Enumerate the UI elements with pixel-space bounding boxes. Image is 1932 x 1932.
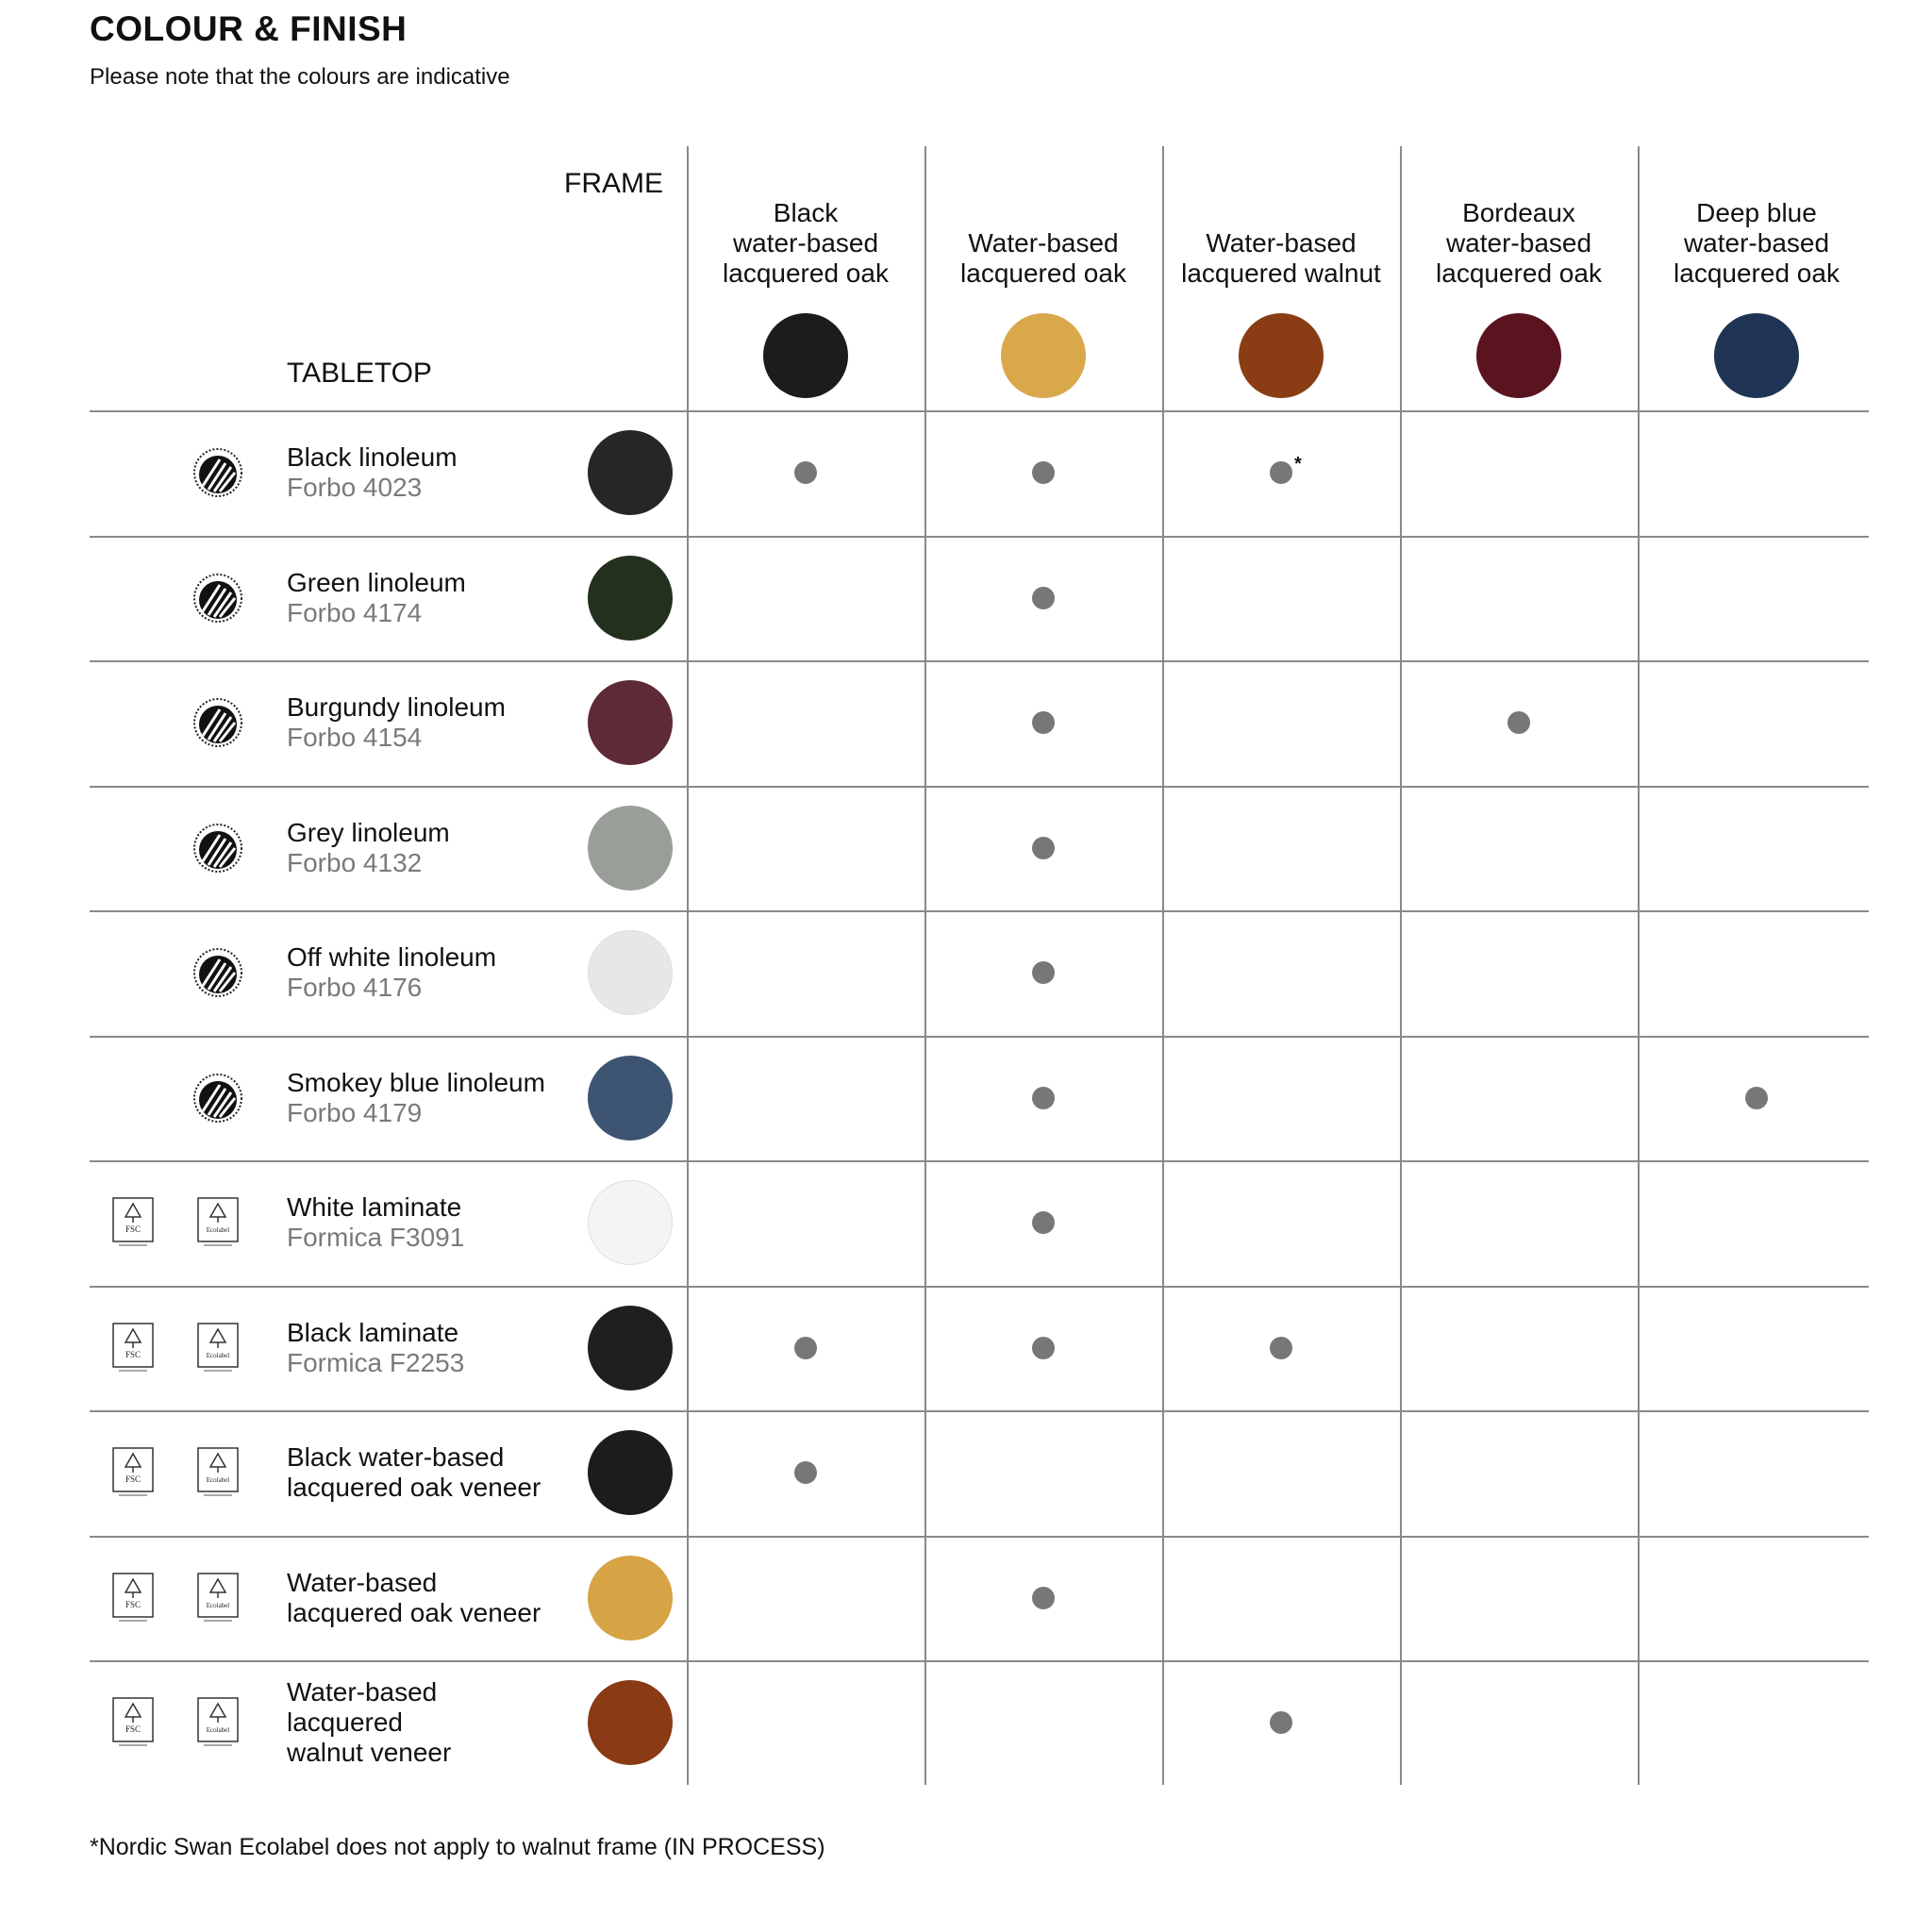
tabletop-name-line: Grey linoleum	[287, 817, 450, 847]
frame-header-5	[1639, 198, 1874, 289]
frame-header-line: lacquered oak	[1674, 258, 1840, 288]
row-divider	[90, 1660, 1869, 1662]
tabletop-swatch	[588, 930, 673, 1015]
page-title: COLOUR & FINISH	[90, 9, 408, 48]
frame-swatch-1	[763, 313, 848, 398]
row-divider	[90, 1036, 1869, 1038]
tabletop-name	[287, 1442, 541, 1503]
tabletop-code: Forbo 4023	[287, 473, 423, 503]
frame-axis-label: FRAME	[564, 168, 663, 199]
tabletop-name-line: Off white linoleum	[287, 942, 497, 973]
frame-header-line: lacquered oak	[960, 258, 1126, 288]
footnote: *Nordic Swan Ecolabel does not apply to walnut frame (IN PROCESS)	[90, 1834, 825, 1860]
svg-text:FSC: FSC	[125, 1224, 142, 1235]
fsc-icon	[111, 1322, 155, 1374]
availability-dot	[1032, 1337, 1055, 1359]
svg-text:FSC: FSC	[125, 1724, 142, 1735]
eu-ecolabel-icon	[196, 1446, 240, 1499]
fsc-icon	[111, 1572, 155, 1624]
nordic-swan-ecolabel-icon	[192, 822, 244, 874]
availability-dot	[1270, 1711, 1292, 1734]
availability-dot	[794, 461, 817, 484]
frame-header-4	[1401, 198, 1637, 289]
availability-dot	[1032, 461, 1055, 484]
availability-dot	[1032, 711, 1055, 734]
availability-dot	[1032, 587, 1055, 609]
row-divider	[90, 786, 1869, 788]
row-divider	[90, 536, 1869, 538]
availability-dot	[1745, 1087, 1768, 1109]
eu-ecolabel-icon	[196, 1572, 240, 1624]
column-divider	[1638, 146, 1640, 1785]
tabletop-name-line: Green linoleum	[287, 567, 466, 597]
row-divider	[90, 1286, 1869, 1288]
availability-dot	[1032, 1211, 1055, 1234]
availability-dot	[794, 1337, 817, 1359]
tabletop-name-line: lacquered oak veneer	[287, 1473, 541, 1503]
availability-dot	[1032, 1587, 1055, 1609]
svg-text:Ecolabel: Ecolabel	[206, 1226, 230, 1235]
tabletop-swatch	[588, 680, 673, 765]
row-divider	[90, 1410, 1869, 1412]
tabletop-swatch	[588, 1306, 673, 1391]
fsc-icon	[111, 1196, 155, 1249]
tabletop-name	[287, 1318, 464, 1378]
tabletop-swatch	[588, 430, 673, 515]
tabletop-swatch	[588, 806, 673, 891]
frame-header-line: water-based	[1683, 228, 1830, 258]
tabletop-code: Forbo 4174	[287, 597, 423, 627]
tabletop-name	[287, 1568, 541, 1628]
tabletop-name-line: walnut veneer	[287, 1738, 452, 1768]
tabletop-code: Forbo 4176	[287, 973, 423, 1003]
frame-header-line: lacquered walnut	[1181, 258, 1381, 288]
availability-dot	[1270, 1337, 1292, 1359]
nordic-swan-ecolabel-icon	[192, 446, 244, 499]
svg-text:FSC: FSC	[125, 1599, 142, 1609]
availability-dot	[794, 1461, 817, 1484]
availability-dot	[1032, 961, 1055, 984]
frame-header-line: Bordeaux	[1462, 198, 1575, 227]
tabletop-axis-label: TABLETOP	[287, 358, 432, 389]
page-subtitle: Please note that the colours are indicative	[90, 64, 510, 90]
eu-ecolabel-icon	[196, 1696, 240, 1749]
availability-dot	[1032, 1087, 1055, 1109]
frame-swatch-5	[1714, 313, 1799, 398]
availability-note-marker: *	[1294, 454, 1302, 475]
tabletop-code: Forbo 4179	[287, 1097, 423, 1127]
tabletop-name-line: lacquered	[287, 1707, 403, 1738]
tabletop-name	[287, 1192, 464, 1253]
frame-header-line: Water-based	[1206, 228, 1357, 258]
frame-header-line: Water-based	[968, 228, 1119, 258]
tabletop-name	[287, 442, 458, 503]
tabletop-name-line: Black linoleum	[287, 442, 458, 473]
nordic-swan-ecolabel-icon	[192, 572, 244, 625]
frame-header-line: water-based	[732, 228, 879, 258]
frame-header-line: water-based	[1445, 228, 1592, 258]
row-divider	[90, 660, 1869, 662]
availability-dot	[1032, 837, 1055, 859]
tabletop-name	[287, 818, 450, 878]
eu-ecolabel-icon	[196, 1322, 240, 1374]
fsc-icon	[111, 1446, 155, 1499]
tabletop-swatch	[588, 1556, 673, 1641]
tabletop-name-line: Smokey blue linoleum	[287, 1067, 545, 1097]
column-divider	[1162, 146, 1164, 1785]
tabletop-name-line: Water-based	[287, 1567, 438, 1597]
tabletop-name	[287, 942, 496, 1003]
eu-ecolabel-icon	[196, 1196, 240, 1249]
svg-text:Ecolabel: Ecolabel	[206, 1351, 230, 1359]
tabletop-name-line: Burgundy linoleum	[287, 692, 506, 723]
tabletop-code: Formica F3091	[287, 1223, 465, 1253]
availability-dot	[1507, 711, 1530, 734]
svg-text:Ecolabel: Ecolabel	[206, 1601, 230, 1609]
tabletop-name-line: lacquered oak veneer	[287, 1597, 541, 1627]
column-divider	[687, 146, 689, 1785]
frame-header-line: Black	[773, 198, 839, 227]
frame-swatch-2	[1001, 313, 1086, 398]
svg-text:Ecolabel: Ecolabel	[206, 1726, 230, 1735]
tabletop-code: Forbo 4154	[287, 723, 423, 753]
svg-text:Ecolabel: Ecolabel	[206, 1476, 230, 1485]
row-divider	[90, 410, 1869, 412]
tabletop-name	[287, 1677, 451, 1768]
nordic-swan-ecolabel-icon	[192, 1072, 244, 1124]
tabletop-swatch	[588, 1680, 673, 1765]
tabletop-name-line: Water-based	[287, 1677, 438, 1707]
frame-header-line: Deep blue	[1696, 198, 1817, 227]
frame-swatch-3	[1239, 313, 1324, 398]
tabletop-name	[287, 1068, 545, 1128]
row-divider	[90, 1160, 1869, 1162]
frame-header-line: lacquered oak	[1436, 258, 1602, 288]
frame-header-3	[1163, 228, 1399, 289]
frame-header-1	[688, 198, 924, 289]
tabletop-name-line: Black water-based	[287, 1442, 505, 1473]
row-divider	[90, 910, 1869, 912]
tabletop-swatch	[588, 1056, 673, 1141]
fsc-icon	[111, 1696, 155, 1749]
tabletop-swatch	[588, 1430, 673, 1515]
nordic-swan-ecolabel-icon	[192, 946, 244, 999]
row-divider	[90, 1536, 1869, 1538]
availability-dot	[1270, 461, 1292, 484]
column-divider	[1400, 146, 1402, 1785]
tabletop-code: Forbo 4132	[287, 847, 423, 877]
frame-swatch-4	[1476, 313, 1561, 398]
tabletop-swatch	[588, 556, 673, 641]
tabletop-swatch	[588, 1180, 673, 1265]
tabletop-name-line: Black laminate	[287, 1317, 459, 1347]
tabletop-name	[287, 692, 506, 753]
svg-text:FSC: FSC	[125, 1349, 142, 1359]
nordic-swan-ecolabel-icon	[192, 696, 244, 749]
column-divider	[924, 146, 926, 1785]
frame-header-line: lacquered oak	[723, 258, 889, 288]
tabletop-name-line: White laminate	[287, 1192, 462, 1223]
tabletop-code: Formica F2253	[287, 1347, 465, 1377]
svg-text:FSC: FSC	[125, 1474, 142, 1485]
tabletop-name	[287, 568, 466, 628]
frame-header-2	[925, 228, 1161, 289]
